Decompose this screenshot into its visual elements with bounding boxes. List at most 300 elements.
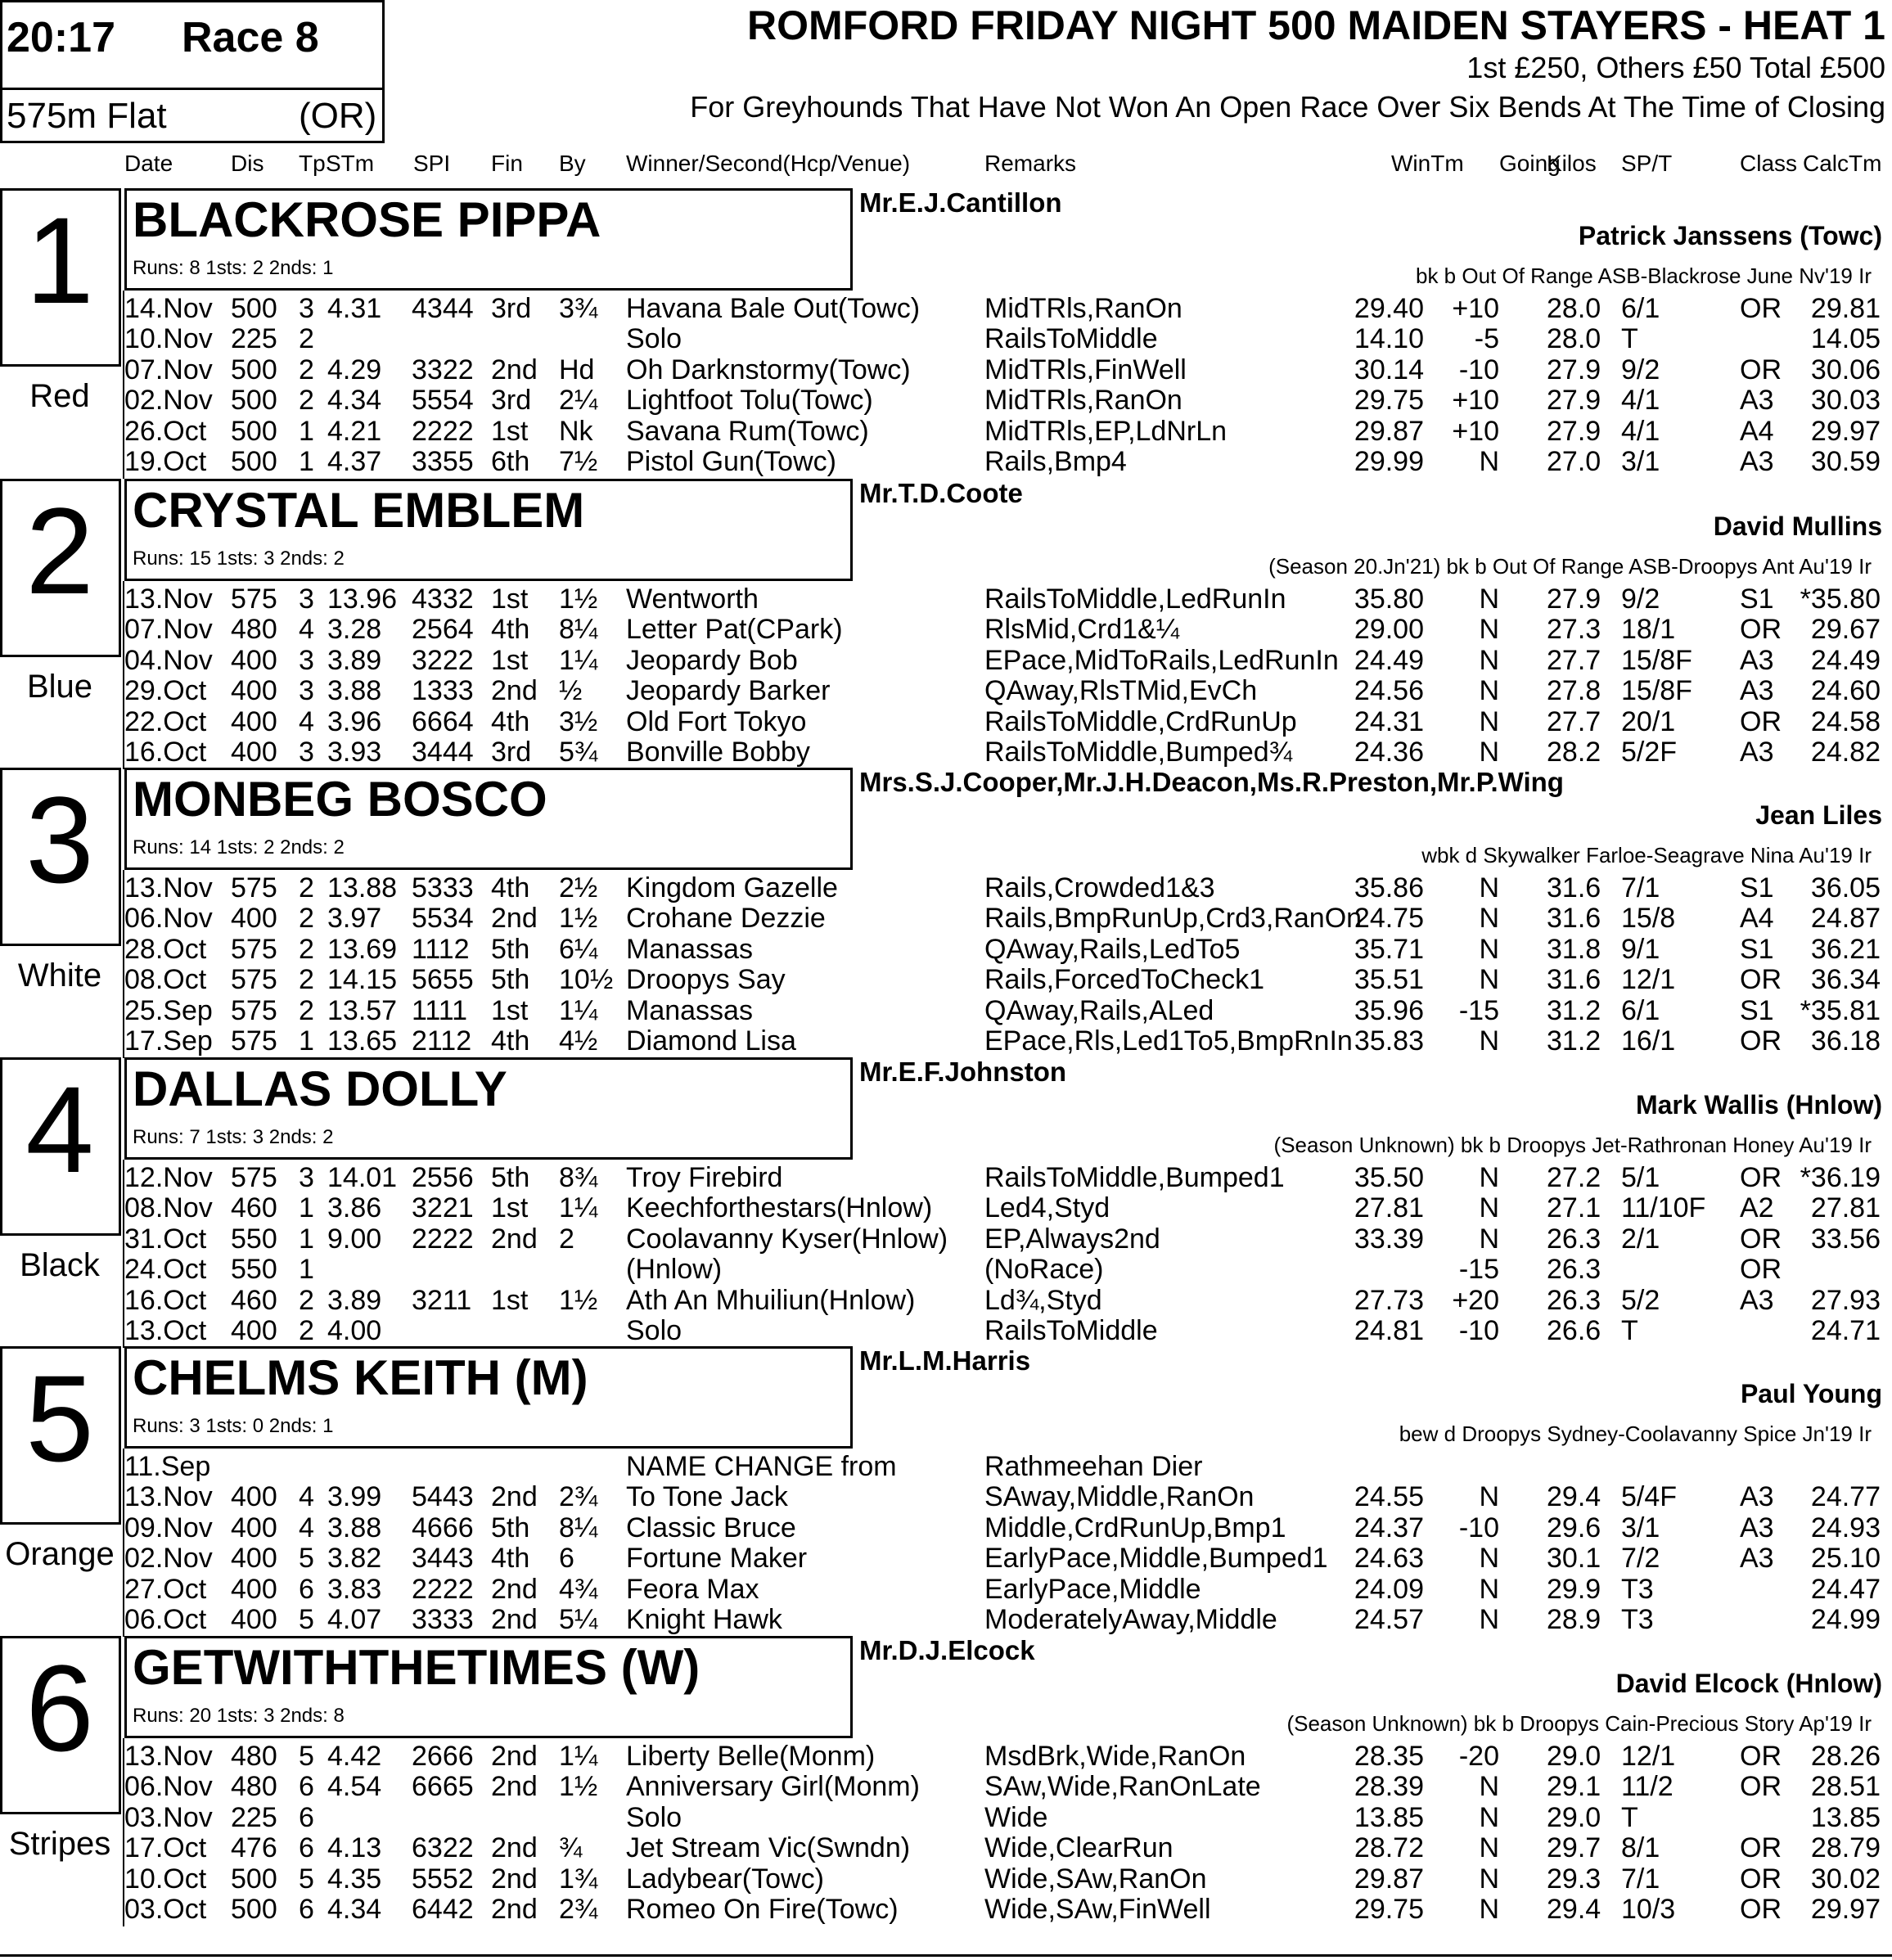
form-cell: 31.6 bbox=[1547, 964, 1601, 996]
form-cell: 3333 bbox=[412, 1604, 474, 1635]
form-cell: 29.0 bbox=[1547, 1741, 1601, 1772]
form-cell: 1 bbox=[299, 1254, 314, 1286]
column-header: Remarks bbox=[984, 151, 1077, 176]
column-header: WinTm bbox=[1391, 151, 1464, 176]
form-cell: 1¼ bbox=[559, 994, 598, 1026]
form-cell: Wide bbox=[984, 1801, 1048, 1833]
form-cell: 460 bbox=[231, 1284, 277, 1316]
form-cell: 500 bbox=[231, 1863, 277, 1895]
form-cell: 24.36 bbox=[1354, 737, 1424, 768]
form-cell: 14.15 bbox=[327, 964, 398, 996]
runs-summary: Runs: 20 1sts: 3 2nds: 8 bbox=[133, 1705, 345, 1727]
form-cell: RailsToMiddle,CrdRunUp bbox=[984, 705, 1297, 737]
form-row bbox=[0, 737, 1892, 767]
form-cell: Rails,Bmp4 bbox=[984, 446, 1127, 477]
form-cell: 13.65 bbox=[327, 1025, 398, 1057]
column-header: Going bbox=[1499, 151, 1561, 176]
form-cell: MidTRls,FinWell bbox=[984, 354, 1187, 385]
form-cell: 1st bbox=[491, 644, 529, 676]
form-cell: A3 bbox=[1740, 1481, 1774, 1513]
form-cell: 13.85 bbox=[1810, 1801, 1881, 1833]
form-cell: 31.6 bbox=[1547, 903, 1601, 935]
column-header: Date bbox=[124, 151, 173, 176]
form-cell: 500 bbox=[231, 354, 277, 385]
form-cell: 28.2 bbox=[1547, 737, 1601, 768]
form-cell: 400 bbox=[231, 1512, 277, 1543]
form-cell: T bbox=[1621, 1801, 1638, 1833]
form-cell: MsdBrk,Wide,RanOn bbox=[984, 1741, 1246, 1772]
form-cell: 5443 bbox=[412, 1481, 474, 1513]
form-cell: 28.9 bbox=[1547, 1604, 1601, 1635]
form-cell: Savana Rum(Towc) bbox=[626, 415, 869, 447]
form-cell: -20 bbox=[1458, 1741, 1499, 1772]
form-row bbox=[0, 1863, 1892, 1894]
form-cell: 24.71 bbox=[1810, 1315, 1881, 1346]
form-cell: 06.Oct bbox=[124, 1604, 207, 1635]
column-header: Fin bbox=[491, 151, 523, 176]
form-cell: 400 bbox=[231, 1604, 277, 1635]
form-cell: 31.2 bbox=[1547, 1025, 1601, 1057]
form-cell: 400 bbox=[231, 675, 277, 707]
form-cell: 2222 bbox=[412, 1573, 474, 1605]
form-cell: 575 bbox=[231, 933, 277, 965]
form-cell: -5 bbox=[1474, 323, 1499, 355]
form-cell: 18/1 bbox=[1621, 614, 1676, 646]
form-row bbox=[0, 1741, 1892, 1771]
trap-colour: Stripes bbox=[8, 1826, 111, 1862]
form-cell: OR bbox=[1740, 614, 1782, 646]
form-cell: 28.26 bbox=[1810, 1741, 1881, 1772]
form-cell: 4.34 bbox=[327, 385, 382, 417]
form-cell: 575 bbox=[231, 964, 277, 996]
form-cell: 6664 bbox=[412, 705, 474, 737]
form-cell: 3443 bbox=[412, 1543, 474, 1575]
column-header: SPI bbox=[413, 151, 451, 176]
form-row bbox=[0, 903, 1892, 933]
form-row bbox=[0, 1285, 1892, 1315]
form-cell: S1 bbox=[1740, 933, 1774, 965]
form-cell: 7/1 bbox=[1621, 872, 1660, 903]
form-cell: Coolavanny Kyser(Hnlow) bbox=[626, 1223, 948, 1255]
form-cell: 28.51 bbox=[1810, 1771, 1881, 1803]
form-cell: 2666 bbox=[412, 1741, 474, 1772]
form-cell: 5¼ bbox=[559, 1604, 598, 1635]
form-cell: Solo bbox=[626, 323, 682, 355]
form-cell: 27.8 bbox=[1547, 675, 1601, 707]
form-cell: 500 bbox=[231, 293, 277, 324]
form-cell: 2¼ bbox=[559, 385, 598, 417]
form-cell: 19.Oct bbox=[124, 446, 207, 477]
form-cell: 13.96 bbox=[327, 583, 398, 615]
form-cell: 06.Nov bbox=[124, 1771, 213, 1803]
form-cell: 27.81 bbox=[1354, 1192, 1424, 1224]
form-cell: 2nd bbox=[491, 1573, 538, 1605]
form-cell: 24.75 bbox=[1354, 903, 1424, 935]
trap-number: 2 bbox=[25, 482, 94, 620]
form-cell: 9/1 bbox=[1621, 933, 1660, 965]
form-cell: Old Fort Tokyo bbox=[626, 705, 807, 737]
trainer: David Elcock (Hnlow) bbox=[1615, 1669, 1882, 1698]
form-cell: 9.00 bbox=[327, 1223, 382, 1255]
form-cell: 29.9 bbox=[1547, 1573, 1601, 1605]
form-cell: 3.88 bbox=[327, 675, 382, 707]
form-cell: EarlyPace,Middle bbox=[984, 1573, 1201, 1605]
form-row bbox=[0, 1223, 1892, 1254]
form-cell: SAw,Wide,RanOnLate bbox=[984, 1771, 1261, 1803]
form-cell: 6 bbox=[299, 1894, 314, 1925]
form-cell: 3.83 bbox=[327, 1573, 382, 1605]
form-cell: Manassas bbox=[626, 933, 753, 965]
form-cell: 3.97 bbox=[327, 903, 382, 935]
form-cell: 24.81 bbox=[1354, 1315, 1424, 1346]
form-cell: OR bbox=[1740, 1741, 1782, 1772]
runs-summary: Runs: 14 1sts: 2 2nds: 2 bbox=[133, 836, 345, 858]
form-cell: 6442 bbox=[412, 1894, 474, 1925]
form-cell: N bbox=[1479, 872, 1499, 903]
form-cell: 5534 bbox=[412, 903, 474, 935]
form-cell: 36.34 bbox=[1810, 964, 1881, 996]
race-distance: 575m Flat bbox=[7, 96, 167, 136]
form-cell: 2 bbox=[559, 1223, 574, 1255]
form-cell: OR bbox=[1740, 293, 1782, 324]
form-cell: 1st bbox=[491, 583, 529, 615]
form-cell: 4 bbox=[299, 614, 314, 646]
form-cell: S1 bbox=[1740, 872, 1774, 903]
form-row bbox=[0, 446, 1892, 476]
dog-name: DALLAS DOLLY bbox=[133, 1061, 507, 1116]
form-cell: 4.21 bbox=[327, 415, 382, 447]
form-cell: Hd bbox=[559, 354, 595, 385]
form-cell: 3½ bbox=[559, 705, 598, 737]
form-cell: 11/2 bbox=[1621, 1771, 1674, 1803]
form-cell: 1st bbox=[491, 415, 529, 447]
form-cell: ModeratelyAway,Middle bbox=[984, 1604, 1277, 1635]
race-conditions: For Greyhounds That Have Not Won An Open Race Over Six Bends At The Time of Closing bbox=[690, 90, 1885, 124]
form-cell: Manassas bbox=[626, 994, 753, 1026]
form-cell: 26.3 bbox=[1547, 1284, 1601, 1316]
form-cell: Jeopardy Bob bbox=[626, 644, 798, 676]
form-cell: *35.81 bbox=[1800, 994, 1881, 1026]
form-row bbox=[0, 1481, 1892, 1512]
form-cell: 30.06 bbox=[1810, 354, 1881, 385]
form-cell: 2 bbox=[299, 1315, 314, 1346]
dog-name: CHELMS KEITH (M) bbox=[133, 1350, 588, 1405]
trainer: Paul Young bbox=[1740, 1379, 1882, 1408]
form-cell: 04.Nov bbox=[124, 644, 213, 676]
form-cell: 24.77 bbox=[1810, 1481, 1881, 1513]
form-cell: 35.86 bbox=[1354, 872, 1424, 903]
form-cell: Diamond Lisa bbox=[626, 1025, 796, 1057]
form-cell: 5552 bbox=[412, 1863, 474, 1895]
form-cell: 400 bbox=[231, 737, 277, 768]
form-cell: 24.49 bbox=[1354, 644, 1424, 676]
form-cell: Ath An Mhuiliun(Hnlow) bbox=[626, 1284, 916, 1316]
form-cell: 24.57 bbox=[1354, 1604, 1424, 1635]
form-cell: A3 bbox=[1740, 1543, 1774, 1575]
form-cell: 3rd bbox=[491, 385, 532, 417]
form-cell: 12.Nov bbox=[124, 1162, 213, 1193]
form-cell: Feora Max bbox=[626, 1573, 759, 1605]
form-cell: 4.54 bbox=[327, 1771, 382, 1803]
form-cell: 6 bbox=[299, 1801, 314, 1833]
form-cell: -15 bbox=[1458, 994, 1499, 1026]
form-cell: OR bbox=[1740, 1863, 1782, 1895]
form-cell: OR bbox=[1740, 1832, 1782, 1864]
form-cell: N bbox=[1479, 446, 1499, 477]
column-header: Tp bbox=[299, 151, 326, 176]
form-cell: 24.58 bbox=[1810, 705, 1881, 737]
form-cell: Anniversary Girl(Monm) bbox=[626, 1771, 920, 1803]
form-cell: OR bbox=[1740, 1025, 1782, 1057]
dog-name: BLACKROSE PIPPA bbox=[133, 192, 601, 247]
form-cell: 6 bbox=[559, 1543, 574, 1575]
form-cell: 29.87 bbox=[1354, 1863, 1424, 1895]
form-cell: 24.09 bbox=[1354, 1573, 1424, 1605]
form-row bbox=[0, 1604, 1892, 1634]
form-cell: 3rd bbox=[491, 293, 532, 324]
form-cell: 27.73 bbox=[1354, 1284, 1424, 1316]
form-cell: 575 bbox=[231, 583, 277, 615]
form-cell: 4332 bbox=[412, 583, 474, 615]
dog-name: GETWITHTHETIMES (W) bbox=[133, 1640, 700, 1695]
form-cell: 10.Nov bbox=[124, 323, 213, 355]
form-cell: MidTRls,RanOn bbox=[984, 293, 1182, 324]
form-cell: Letter Pat(CPark) bbox=[626, 614, 843, 646]
form-cell: Wide,SAw,RanOn bbox=[984, 1863, 1207, 1895]
breeding: bew d Droopys Sydney-Coolavanny Spice Jn'19 Ir bbox=[1399, 1422, 1872, 1446]
form-cell: 20/1 bbox=[1621, 705, 1676, 737]
form-cell: Ld¾,Styd bbox=[984, 1284, 1102, 1316]
form-cell: 2nd bbox=[491, 1223, 538, 1255]
form-cell: 10½ bbox=[559, 964, 614, 996]
form-cell: 2222 bbox=[412, 415, 474, 447]
form-cell: 4/1 bbox=[1621, 415, 1660, 447]
form-cell: 1 bbox=[299, 1192, 314, 1224]
form-cell: Middle,CrdRunUp,Bmp1 bbox=[984, 1512, 1286, 1543]
form-cell: RailsToMiddle,Bumped¾ bbox=[984, 737, 1293, 768]
form-cell: A4 bbox=[1740, 415, 1774, 447]
form-cell: Keechforthestars(Hnlow) bbox=[626, 1192, 933, 1224]
form-row bbox=[0, 614, 1892, 644]
form-cell: 15/8 bbox=[1621, 903, 1676, 935]
form-cell: (NoRace) bbox=[984, 1254, 1104, 1286]
form-cell: 6¼ bbox=[559, 933, 598, 965]
form-cell: 31.2 bbox=[1547, 994, 1601, 1026]
form-cell: Wentworth bbox=[626, 583, 759, 615]
trap-number: 3 bbox=[25, 771, 94, 908]
form-cell: N bbox=[1479, 1162, 1499, 1193]
form-cell: 8¾ bbox=[559, 1162, 598, 1193]
trap-number: 1 bbox=[25, 191, 94, 329]
form-cell: 14.10 bbox=[1354, 323, 1424, 355]
form-cell: Wide,ClearRun bbox=[984, 1832, 1173, 1864]
form-cell: 13.Nov bbox=[124, 1481, 213, 1513]
form-cell: 1st bbox=[491, 1192, 529, 1224]
form-cell: 4 bbox=[299, 705, 314, 737]
form-cell: 24.60 bbox=[1810, 675, 1881, 707]
form-cell: T3 bbox=[1621, 1573, 1654, 1605]
form-cell: 24.55 bbox=[1354, 1481, 1424, 1513]
form-cell: T bbox=[1621, 1315, 1638, 1346]
form-cell: 8¼ bbox=[559, 614, 598, 646]
form-cell: 29.Oct bbox=[124, 675, 207, 707]
form-cell: 15/8F bbox=[1621, 644, 1692, 676]
form-cell: 27.9 bbox=[1547, 415, 1601, 447]
trap-number: 6 bbox=[25, 1639, 94, 1777]
form-cell: 2nd bbox=[491, 1481, 538, 1513]
owner: Mr.L.M.Harris bbox=[859, 1345, 1031, 1376]
form-cell: N bbox=[1479, 1604, 1499, 1635]
form-cell: T bbox=[1621, 323, 1638, 355]
form-cell: 24.93 bbox=[1810, 1512, 1881, 1543]
form-cell: 14.05 bbox=[1810, 323, 1881, 355]
form-row bbox=[0, 354, 1892, 385]
form-row bbox=[0, 934, 1892, 964]
form-cell: 27.9 bbox=[1547, 385, 1601, 417]
form-cell: OR bbox=[1740, 1254, 1782, 1286]
form-cell: 24.37 bbox=[1354, 1512, 1424, 1543]
form-row bbox=[0, 1254, 1892, 1284]
form-cell: 36.18 bbox=[1810, 1025, 1881, 1057]
form-cell: 400 bbox=[231, 705, 277, 737]
dog-name: MONBEG BOSCO bbox=[133, 772, 547, 827]
breeding: (Season Unknown) bk b Droopys Jet-Rathronan Honey Au'19 Ir bbox=[1273, 1133, 1872, 1157]
form-cell: 500 bbox=[231, 415, 277, 447]
form-cell: -15 bbox=[1458, 1254, 1499, 1286]
form-cell: +10 bbox=[1452, 385, 1499, 417]
form-cell: 5655 bbox=[412, 964, 474, 996]
form-cell: (Hnlow) bbox=[626, 1254, 723, 1286]
form-cell: Oh Darknstormy(Towc) bbox=[626, 354, 911, 385]
form-cell: 5th bbox=[491, 964, 530, 996]
form-cell: 35.50 bbox=[1354, 1162, 1424, 1193]
form-cell: 476 bbox=[231, 1832, 277, 1864]
form-cell: 2 bbox=[299, 872, 314, 903]
form-row bbox=[0, 872, 1892, 903]
form-cell: 480 bbox=[231, 1771, 277, 1803]
form-cell: 29.0 bbox=[1547, 1801, 1601, 1833]
form-cell: MidTRls,RanOn bbox=[984, 385, 1182, 417]
form-cell: 2556 bbox=[412, 1162, 474, 1193]
form-cell: 10.Oct bbox=[124, 1863, 207, 1895]
form-cell: QAway,Rails,LedTo5 bbox=[984, 933, 1241, 965]
form-cell: QAway,RlsTMid,EvCh bbox=[984, 675, 1258, 707]
trap-colour: White bbox=[17, 957, 102, 994]
trap-number: 5 bbox=[25, 1349, 94, 1487]
form-cell: Rails,ForcedToCheck1 bbox=[984, 964, 1265, 996]
form-cell: 4666 bbox=[412, 1512, 474, 1543]
form-cell: 3 bbox=[299, 644, 314, 676]
form-cell: Kingdom Gazelle bbox=[626, 872, 838, 903]
form-cell: RailsToMiddle bbox=[984, 323, 1158, 355]
form-cell: 3.89 bbox=[327, 1284, 382, 1316]
form-cell: 2¾ bbox=[559, 1481, 598, 1513]
form-row bbox=[0, 1543, 1892, 1573]
form-cell: 31.Oct bbox=[124, 1223, 207, 1255]
form-row bbox=[0, 706, 1892, 737]
column-header: CalcTm bbox=[1803, 151, 1882, 176]
form-cell: 10/3 bbox=[1621, 1894, 1676, 1925]
form-cell: 550 bbox=[231, 1223, 277, 1255]
form-cell: 31.8 bbox=[1547, 933, 1601, 965]
form-row bbox=[0, 1192, 1892, 1223]
form-cell: 29.1 bbox=[1547, 1771, 1601, 1803]
form-cell: 24.31 bbox=[1354, 705, 1424, 737]
form-cell: A3 bbox=[1740, 675, 1774, 707]
form-cell: 36.21 bbox=[1810, 933, 1881, 965]
form-cell: 27.3 bbox=[1547, 614, 1601, 646]
form-cell: 28.0 bbox=[1547, 323, 1601, 355]
form-cell: N bbox=[1479, 705, 1499, 737]
form-cell: 30.14 bbox=[1354, 354, 1424, 385]
form-cell: 29.97 bbox=[1810, 415, 1881, 447]
form-cell: OR bbox=[1740, 354, 1782, 385]
form-cell: S1 bbox=[1740, 994, 1774, 1026]
form-cell: 27.93 bbox=[1810, 1284, 1881, 1316]
form-cell: 16.Oct bbox=[124, 1284, 207, 1316]
form-cell: N bbox=[1479, 583, 1499, 615]
form-cell: 225 bbox=[231, 1801, 277, 1833]
form-cell: 29.67 bbox=[1810, 614, 1881, 646]
form-cell: 13.85 bbox=[1354, 1801, 1424, 1833]
race-number: Race 8 bbox=[182, 14, 319, 61]
form-cell: 5554 bbox=[412, 385, 474, 417]
form-row bbox=[0, 1894, 1892, 1924]
form-cell: 4.29 bbox=[327, 354, 382, 385]
form-row bbox=[0, 964, 1892, 994]
form-cell: 27.9 bbox=[1547, 354, 1601, 385]
form-cell: Rails,BmpRunUp,Crd3,RanOn bbox=[984, 903, 1363, 935]
runs-summary: Runs: 15 1sts: 3 2nds: 2 bbox=[133, 547, 345, 570]
form-cell: A2 bbox=[1740, 1192, 1774, 1224]
form-cell: 400 bbox=[231, 644, 277, 676]
form-cell: 29.40 bbox=[1354, 293, 1424, 324]
form-cell: 4.31 bbox=[327, 293, 382, 324]
form-cell: RailsToMiddle bbox=[984, 1315, 1158, 1346]
form-cell: 1 bbox=[299, 1025, 314, 1057]
owner: Mr.D.J.Elcock bbox=[859, 1635, 1035, 1665]
form-cell: 27.0 bbox=[1547, 446, 1601, 477]
form-cell: EPace,Rls,Led1To5,BmpRnIn bbox=[984, 1025, 1353, 1057]
form-cell: 29.00 bbox=[1354, 614, 1424, 646]
form-cell: Troy Firebird bbox=[626, 1162, 783, 1193]
form-cell: A4 bbox=[1740, 903, 1774, 935]
form-cell: 400 bbox=[231, 1543, 277, 1575]
form-cell: 4½ bbox=[559, 1025, 598, 1057]
form-row bbox=[0, 1025, 1892, 1056]
form-cell: Classic Bruce bbox=[626, 1512, 796, 1543]
form-cell: 2nd bbox=[491, 1863, 538, 1895]
form-cell: 28.0 bbox=[1547, 293, 1601, 324]
form-cell: 2222 bbox=[412, 1223, 474, 1255]
form-cell: 2nd bbox=[491, 903, 538, 935]
form-cell: 13.88 bbox=[327, 872, 398, 903]
form-cell: 13.Nov bbox=[124, 583, 213, 615]
form-cell: 27.Oct bbox=[124, 1573, 207, 1605]
trap-colour: Red bbox=[29, 378, 90, 414]
form-cell: Led4,Styd bbox=[984, 1192, 1110, 1224]
trainer: Mark Wallis (Hnlow) bbox=[1635, 1090, 1882, 1120]
form-cell: 400 bbox=[231, 1481, 277, 1513]
form-cell: OR bbox=[1740, 1894, 1782, 1925]
form-cell: 29.6 bbox=[1547, 1512, 1601, 1543]
form-cell: Wide,SAw,FinWell bbox=[984, 1894, 1211, 1925]
form-cell: 06.Nov bbox=[124, 903, 213, 935]
form-cell: 500 bbox=[231, 1894, 277, 1925]
form-cell: 30.02 bbox=[1810, 1863, 1881, 1895]
form-cell: 08.Oct bbox=[124, 964, 207, 996]
dog-name: CRYSTAL EMBLEM bbox=[133, 483, 585, 538]
